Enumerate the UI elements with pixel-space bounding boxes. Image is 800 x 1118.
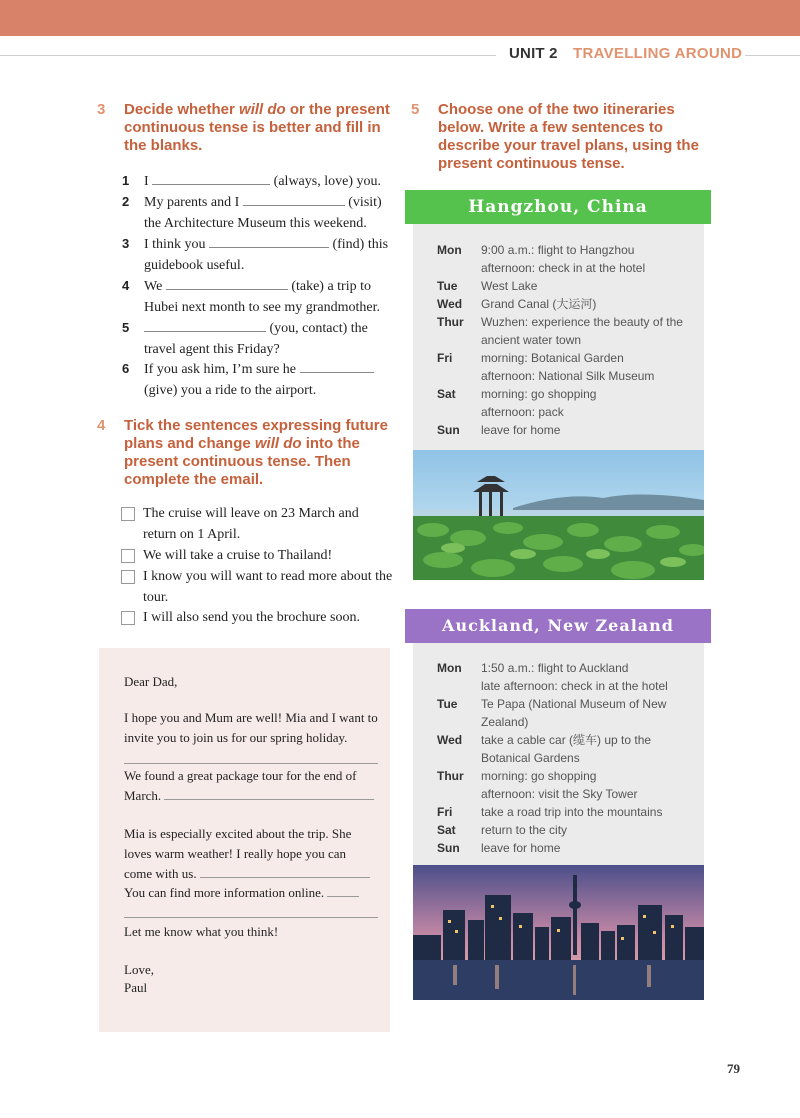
header-rule-right <box>745 55 800 56</box>
day-activity <box>481 349 711 385</box>
day-activity <box>481 385 711 421</box>
item-number: 3 <box>122 236 130 251</box>
item-number: 6 <box>122 361 130 376</box>
task-4-number: 4 <box>97 417 106 434</box>
letter-text: You can find more information online. <box>124 885 325 900</box>
task-4-head-em: will do <box>254 435 302 452</box>
item-text-b: (always, love) you. <box>270 174 381 189</box>
task-3-instructions <box>124 101 394 155</box>
item-text-a: If you ask him, I’m sure he <box>144 362 300 377</box>
task-3-head-b: or the present continuous tense is better and fill in the blanks. <box>124 101 390 154</box>
task-3-item-3 <box>124 233 392 276</box>
day-activity <box>481 313 711 349</box>
item-text-a: We <box>144 279 166 294</box>
letter-blank-line[interactable] <box>124 917 378 918</box>
tick-sentence-1 <box>121 503 393 545</box>
activity-line: afternoon: check in at the hotel <box>481 261 646 275</box>
hangzhou-title: Hangzhou, China <box>468 197 648 217</box>
letter-paragraph-1: I hope you and Mum are well! Mia and I want to invite you to join us for our spring holiday. <box>124 710 378 745</box>
day-label: Wed <box>437 297 463 311</box>
email-letter-panel <box>99 648 390 1032</box>
tick-sentence-text: The cruise will leave on 23 March and return on 1 April. <box>143 506 359 542</box>
day-label: Sun <box>437 423 460 437</box>
activity-line: morning: go shopping <box>481 769 597 783</box>
day-label: Sat <box>437 387 456 401</box>
answer-blank[interactable] <box>243 191 345 206</box>
tick-sentence-3 <box>121 566 393 608</box>
item-number: 1 <box>122 173 130 188</box>
letter-paragraph-4: Let me know what you think! <box>124 924 279 939</box>
activity-line: take a cable car (缆车) up to the <box>481 733 652 747</box>
item-number: 4 <box>122 278 130 293</box>
activity-line: ancient water town <box>481 333 582 347</box>
day-label: Tue <box>437 697 458 711</box>
item-number: 2 <box>122 194 130 209</box>
letter-text: come with us. <box>124 866 197 881</box>
day-activity <box>481 731 711 767</box>
activity-line: 9:00 a.m.: flight to Hangzhou <box>481 243 635 257</box>
letter-blank-line[interactable] <box>200 865 370 878</box>
day-activity: Grand Canal (大运河) <box>481 297 597 311</box>
day-activity: leave for home <box>481 841 561 855</box>
letter-greeting: Dear Dad, <box>124 674 178 689</box>
auckland-itinerary <box>413 643 704 865</box>
day-activity: take a road trip into the mountains <box>481 805 663 819</box>
day-activity: return to the city <box>481 823 568 837</box>
letter-blank-line[interactable] <box>164 787 374 800</box>
day-label: Mon <box>437 243 462 257</box>
letter-paragraph-2b <box>124 786 379 806</box>
item-text-b: (visit) the Architecture Museum this weekend. <box>144 195 382 231</box>
letter-paragraph-2a: We found a great package tour for the end of <box>124 768 357 783</box>
top-color-band <box>0 0 800 36</box>
task-5-instructions: Choose one of the two itineraries below. Write a few sentences to describe your travel plans, using the present continuous tense. <box>438 101 699 172</box>
task-3-item-5 <box>124 317 392 360</box>
answer-blank[interactable] <box>209 233 329 248</box>
tick-sentence-4 <box>121 607 393 628</box>
day-activity <box>481 241 711 277</box>
letter-paragraph-3c <box>124 883 379 903</box>
letter-blank-line[interactable] <box>327 884 359 897</box>
day-label: Sun <box>437 841 460 855</box>
activity-line: afternoon: National Silk Museum <box>481 369 655 383</box>
activity-line: morning: Botanical Garden <box>481 351 624 365</box>
task-4-instructions <box>124 417 394 489</box>
unit-number: UNIT 2 <box>509 45 558 62</box>
task-4-head-b: into the present continuous tense. Then complete the email. <box>124 435 360 488</box>
tick-sentence-text: We will take a cruise to Thailand! <box>143 548 333 563</box>
answer-blank[interactable] <box>144 317 266 332</box>
day-label: Thur <box>437 769 464 783</box>
tick-checkbox[interactable] <box>121 570 135 584</box>
answer-blank[interactable] <box>300 358 374 373</box>
task-4-head-a: Tick the sentences expressing future plans and change <box>124 417 388 452</box>
activity-line: morning: go shopping <box>481 387 597 401</box>
day-label: Wed <box>437 733 463 747</box>
activity-line: Te Papa (National Museum of New <box>481 697 667 711</box>
activity-line: afternoon: visit the Sky Tower <box>481 787 638 801</box>
hangzhou-itinerary <box>413 224 704 450</box>
task-3-item-6 <box>124 358 392 401</box>
item-text-a: My parents and I <box>144 195 243 210</box>
activity-line: Zealand) <box>481 715 529 729</box>
answer-blank[interactable] <box>152 170 270 185</box>
task-3-item-2 <box>124 191 392 234</box>
letter-signature: Paul <box>124 980 148 995</box>
item-text-b: (take) a trip to Hubei next month to see my grandmother. <box>144 279 381 315</box>
item-text-b: (find) this guidebook useful. <box>144 237 389 273</box>
day-activity <box>481 695 711 731</box>
day-label: Fri <box>437 351 453 365</box>
day-label: Thur <box>437 315 464 329</box>
day-label: Fri <box>437 805 453 819</box>
answer-blank[interactable] <box>166 275 288 290</box>
tick-sentence-2 <box>121 545 393 566</box>
tick-checkbox[interactable] <box>121 507 135 521</box>
task-3-head-em: will do <box>239 101 286 118</box>
item-text-a: I <box>144 174 153 189</box>
letter-paragraph-3a: Mia is especially excited about the trip. She loves warm weather! I really hope you can <box>124 826 352 861</box>
day-activity <box>481 767 711 803</box>
task-3-item-4 <box>124 275 392 318</box>
item-text-b: (give) you a ride to the airport. <box>144 383 317 398</box>
task-3-number: 3 <box>97 101 106 118</box>
task-3-item-1 <box>124 170 392 192</box>
task-3-head-a: Decide whether <box>124 101 240 118</box>
auckland-title: Auckland, New Zealand <box>442 616 674 635</box>
day-label: Tue <box>437 279 458 293</box>
letter-closing: Love, <box>124 962 154 977</box>
day-label: Sat <box>437 823 456 837</box>
task-5-number: 5 <box>411 101 420 118</box>
letter-text: March. <box>124 788 162 803</box>
activity-line: late afternoon: check in at the hotel <box>481 679 668 693</box>
letter-paragraph-3b <box>124 864 379 884</box>
day-activity: leave for home <box>481 423 561 437</box>
tick-checkbox[interactable] <box>121 549 135 563</box>
item-number: 5 <box>122 320 130 335</box>
day-label: Mon <box>437 661 462 675</box>
tick-sentence-text: I will also send you the brochure soon. <box>143 610 360 625</box>
hangzhou-title-banner <box>405 190 711 224</box>
unit-title: TRAVELLING AROUND <box>573 45 743 62</box>
item-text-b: (you, contact) the travel agent this Friday? <box>144 321 368 357</box>
activity-line: 1:50 a.m.: flight to Auckland <box>481 661 629 675</box>
day-activity <box>481 659 711 695</box>
auckland-skyline-photo <box>413 865 704 1000</box>
tick-checkbox[interactable] <box>121 611 135 625</box>
activity-line: Botanical Gardens <box>481 751 580 765</box>
activity-line: Wuzhen: experience the beauty of the <box>481 315 683 329</box>
item-text-a: I think you <box>144 237 209 252</box>
day-activity: West Lake <box>481 279 538 293</box>
letter-blank-line[interactable] <box>124 763 378 764</box>
header-rule-left <box>0 55 496 56</box>
page-number: 79 <box>727 1061 740 1076</box>
activity-line: afternoon: pack <box>481 405 564 419</box>
unit-header <box>0 36 800 76</box>
tick-sentence-text: I know you will want to read more about the tour. <box>143 569 393 605</box>
auckland-title-banner <box>405 609 711 643</box>
west-lake-pavilion-photo <box>413 450 704 580</box>
